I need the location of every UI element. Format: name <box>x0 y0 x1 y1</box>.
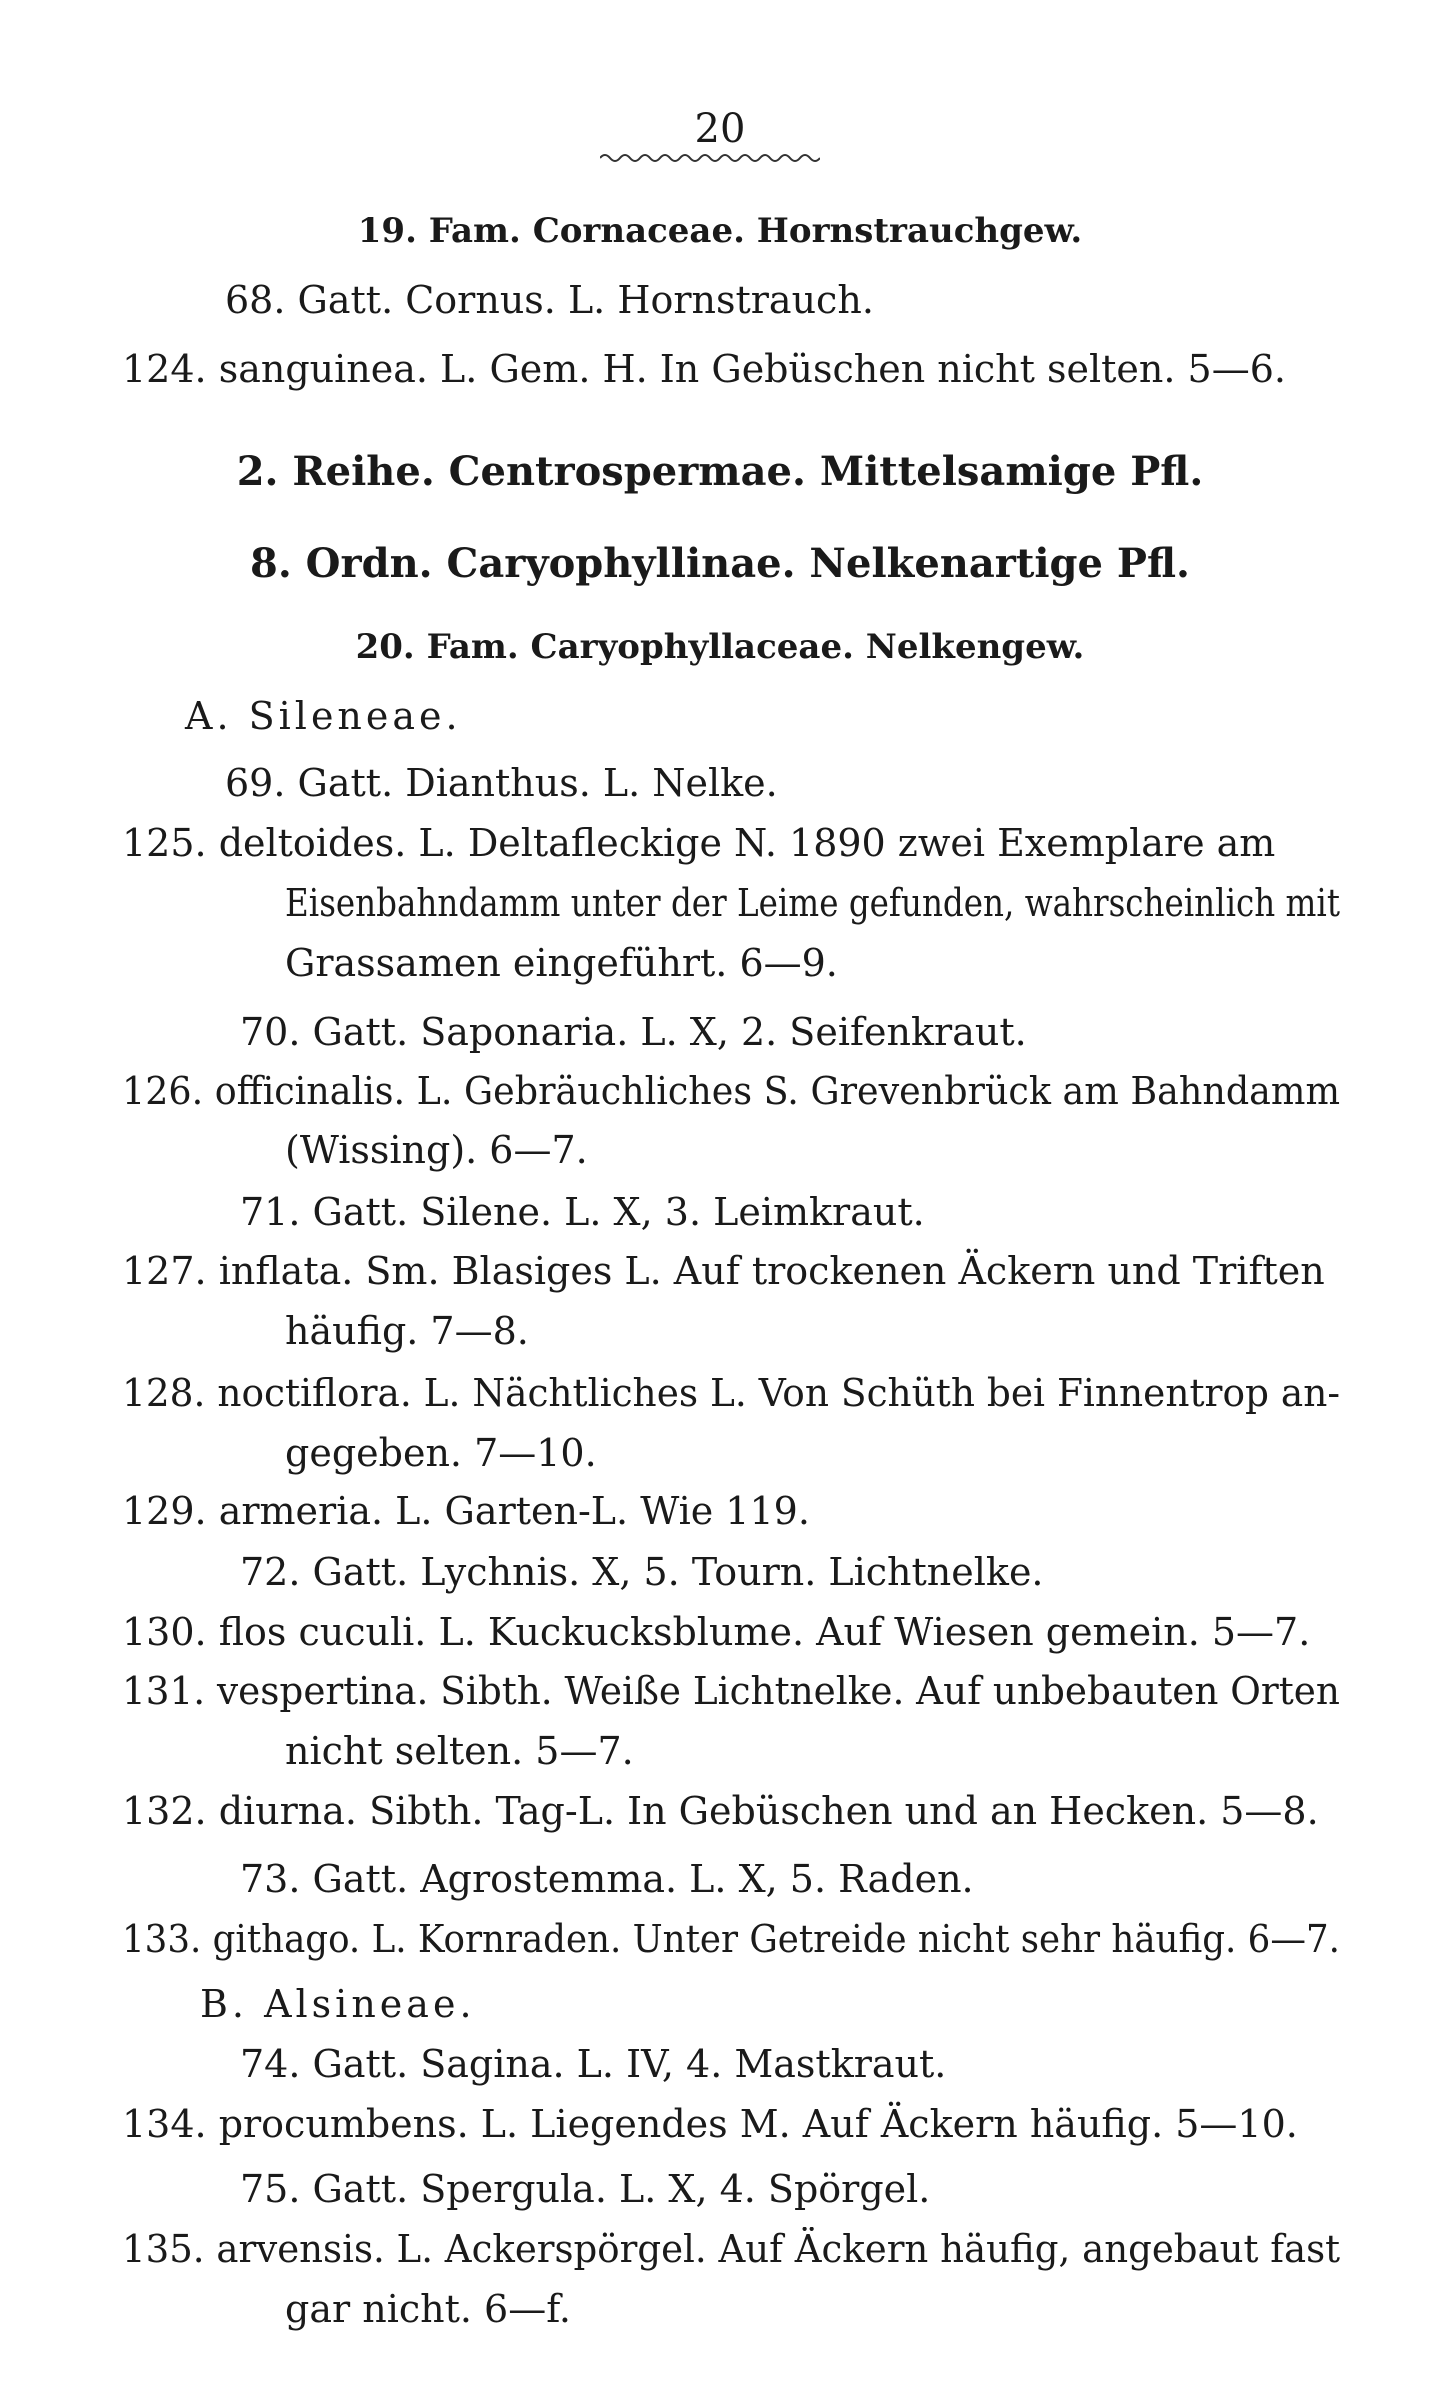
entry-continuation: Eisenbahndamm unter der Leime gefunden, wahrscheinlich mit <box>285 881 1340 925</box>
series-heading: 2. Reihe. Centrospermae. Mittelsamige Pfl. <box>236 448 1204 495</box>
species-entry: 135. arvensis. L. Ackerspörgel. Auf Äckern häufig, angebaut fast <box>122 2227 1341 2271</box>
subfamily-heading: B. Alsineae. <box>200 1982 476 2026</box>
genus-line: 73. Gatt. Agrostemma. L. X, 5. Raden. <box>240 1857 974 1901</box>
species-entry: 125. deltoides. L. Deltafleckige N. 1890 zwei Exemplare am <box>122 821 1276 865</box>
species-entry: 133. githago. L. Kornraden. Unter Getreide nicht sehr häufig. 6—7. <box>122 1917 1340 1961</box>
species-entry: 129. armeria. L. Garten-L. Wie 119. <box>122 1489 810 1533</box>
order-heading: 8. Ordn. Caryophyllinae. Nelkenartige Pfl. <box>250 540 1190 587</box>
entry-continuation: häufig. 7—8. <box>285 1309 529 1353</box>
page-number: 20 <box>694 106 746 152</box>
family-heading: 19. Fam. Cornaceae. Hornstrauchgew. <box>357 211 1083 251</box>
genus-line: 70. Gatt. Saponaria. L. X, 2. Seifenkraut. <box>240 1010 1027 1054</box>
entry-continuation: Grassamen eingeführt. 6—9. <box>285 941 838 985</box>
family-heading: 20. Fam. Caryophyllaceae. Nelkengew. <box>355 627 1085 667</box>
species-entry: 127. inflata. Sm. Blasiges L. Auf trockenen Äckern und Triften <box>122 1249 1325 1293</box>
genus-line: 75. Gatt. Spergula. L. X, 4. Spörgel. <box>240 2167 931 2211</box>
genus-line: 72. Gatt. Lychnis. X, 5. Tourn. Lichtnelke. <box>240 1550 1044 1594</box>
wavy-divider <box>600 150 820 166</box>
entry-continuation: nicht selten. 5—7. <box>285 1729 634 1773</box>
genus-line: 68. Gatt. Cornus. L. Hornstrauch. <box>225 278 874 322</box>
species-entry: 131. vespertina. Sibth. Weiße Lichtnelke. Auf unbebauten Orten <box>122 1669 1340 1713</box>
entry-continuation: gegeben. 7—10. <box>285 1431 597 1475</box>
genus-line: 74. Gatt. Sagina. L. IV, 4. Mastkraut. <box>240 2042 947 2086</box>
entry-continuation: (Wissing). 6—7. <box>285 1128 588 1172</box>
species-entry: 124. sanguinea. L. Gem. H. In Gebüschen nicht selten. 5—6. <box>122 347 1286 391</box>
species-entry: 128. noctiflora. L. Nächtliches L. Von Schüth bei Finnentrop an- <box>122 1371 1341 1415</box>
entry-continuation: gar nicht. 6—f. <box>285 2287 572 2331</box>
species-entry: 134. procumbens. L. Liegendes M. Auf Äckern häufig. 5—10. <box>122 2102 1298 2146</box>
species-entry: 126. officinalis. L. Gebräuchliches S. Grevenbrück am Bahndamm <box>122 1069 1341 1113</box>
species-entry: 130. flos cuculi. L. Kuckucksblume. Auf Wiesen gemein. 5—7. <box>122 1610 1311 1654</box>
subfamily-heading: A. Sileneae. <box>185 694 462 738</box>
species-entry: 132. diurna. Sibth. Tag-L. In Gebüschen und an Hecken. 5—8. <box>122 1789 1319 1833</box>
genus-line: 71. Gatt. Silene. L. X, 3. Leimkraut. <box>240 1190 925 1234</box>
genus-line: 69. Gatt. Dianthus. L. Nelke. <box>225 761 778 805</box>
